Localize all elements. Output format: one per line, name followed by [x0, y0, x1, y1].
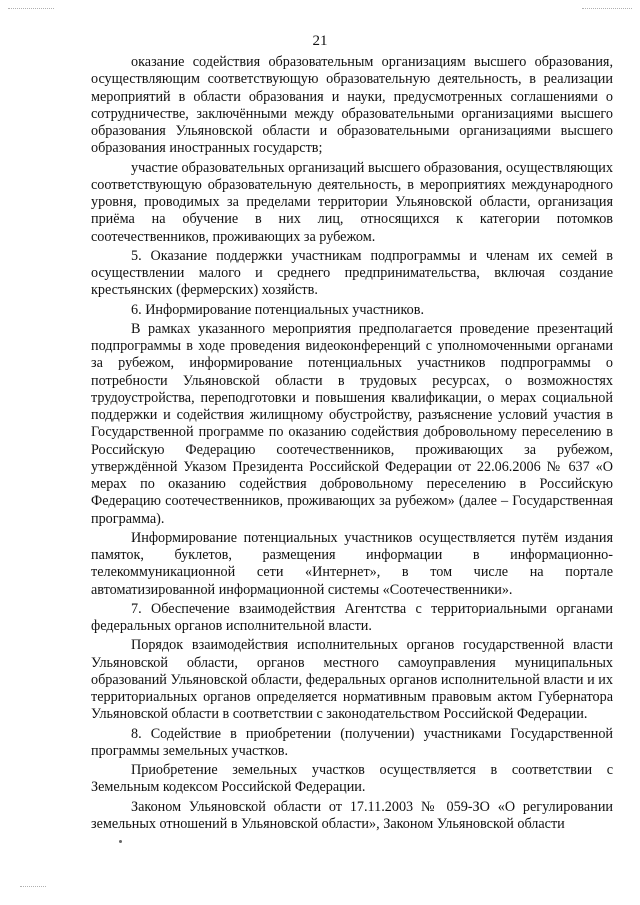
scan-edge-mark — [8, 8, 54, 9]
page-number: 21 — [312, 33, 328, 49]
paragraph: 5. Оказание поддержки участникам подпрограммы и членам их семей в осуществлении малого и среднего предпринимательства, включая создание крестьянских (фермерских) хозяйств. — [91, 247, 613, 299]
paragraph: В рамках указанного мероприятия предполагается проведение презентаций подпрограммы в ходе проведения видеоконференций с уполномоченными органами за рубежом, информирование потенциальных участников подпрограммы о потребности Ульяновской области в трудовых ресурсах, о возможностях трудоустройства, переподготовки и повышения квалификации, о мерах социальной поддержки и содействия жилищному обустройству, разъяснение условий участия в Государственной программе по оказанию содействия добровольному переселению в Российскую Федерацию соотечественников, проживающих за рубежом, утверждённой Указом Президента Российской Федерации от 22.06.2006 № 637 «О мерах по оказанию содействия добровольному переселению в Российскую Федерацию соотечественников, проживающих за рубежом» (далее – Государственная программа). — [91, 320, 613, 527]
paragraph: Законом Ульяновской области от 17.11.2003 № 059-ЗО «О регулировании земельных отношений в Ульяновской области», Законом Ульяновской области — [91, 798, 613, 832]
document-body — [91, 54, 613, 835]
paragraph: Информирование потенциальных участников осуществляется путём издания памяток, буклетов, размещения информации в информационно-телекоммуникационной сети «Интернет», в том числе на портале автоматизированной информационной системы «Соотечественники». — [91, 529, 613, 598]
paragraph: 8. Содействие в приобретении (получении) участниками Государственной программы земельных участков. — [91, 725, 613, 759]
paragraph: участие образовательных организаций высшего образования, осуществляющих соответствующую образовательную деятельность, в мероприятиях международного уровня, проводимых за пределами территории Ульяновской области, организация приёма на обучение в них лиц, относящихся к категории потомков соотечественников, проживающих за рубежом. — [91, 159, 613, 245]
scan-edge-mark — [20, 886, 46, 887]
paragraph: 6. Информирование потенциальных участников. — [131, 301, 425, 318]
scan-speck — [119, 840, 122, 843]
paragraph: Приобретение земельных участков осуществляется в соответствии с Земельным кодексом Российской Федерации. — [91, 762, 613, 796]
paragraph: 7. Обеспечение взаимодействия Агентства с территориальными органами федеральных органов исполнительной власти. — [91, 600, 613, 634]
paragraph: оказание содействия образовательным организациям высшего образования, осуществляющим соответствующую образовательную деятельность, в реализации мероприятий в области образования и науки, предусмотренных соглашениями о сотрудничестве, заключёнными между образовательными организациями высшего образования Ульяновской области и образовательными организациями высшего образования иностранных государств; — [91, 54, 613, 157]
paragraph: Порядок взаимодействия исполнительных органов государственной власти Ульяновской области, органов местного самоуправления муниципальных образований Ульяновской области, федеральных органов исполнительной власти и их территориальных органов определяется нормативным правовым актом Губернатора Ульяновской области в соответствии с законодательством Российской Федерации. — [91, 637, 613, 723]
scan-edge-mark — [582, 8, 632, 9]
